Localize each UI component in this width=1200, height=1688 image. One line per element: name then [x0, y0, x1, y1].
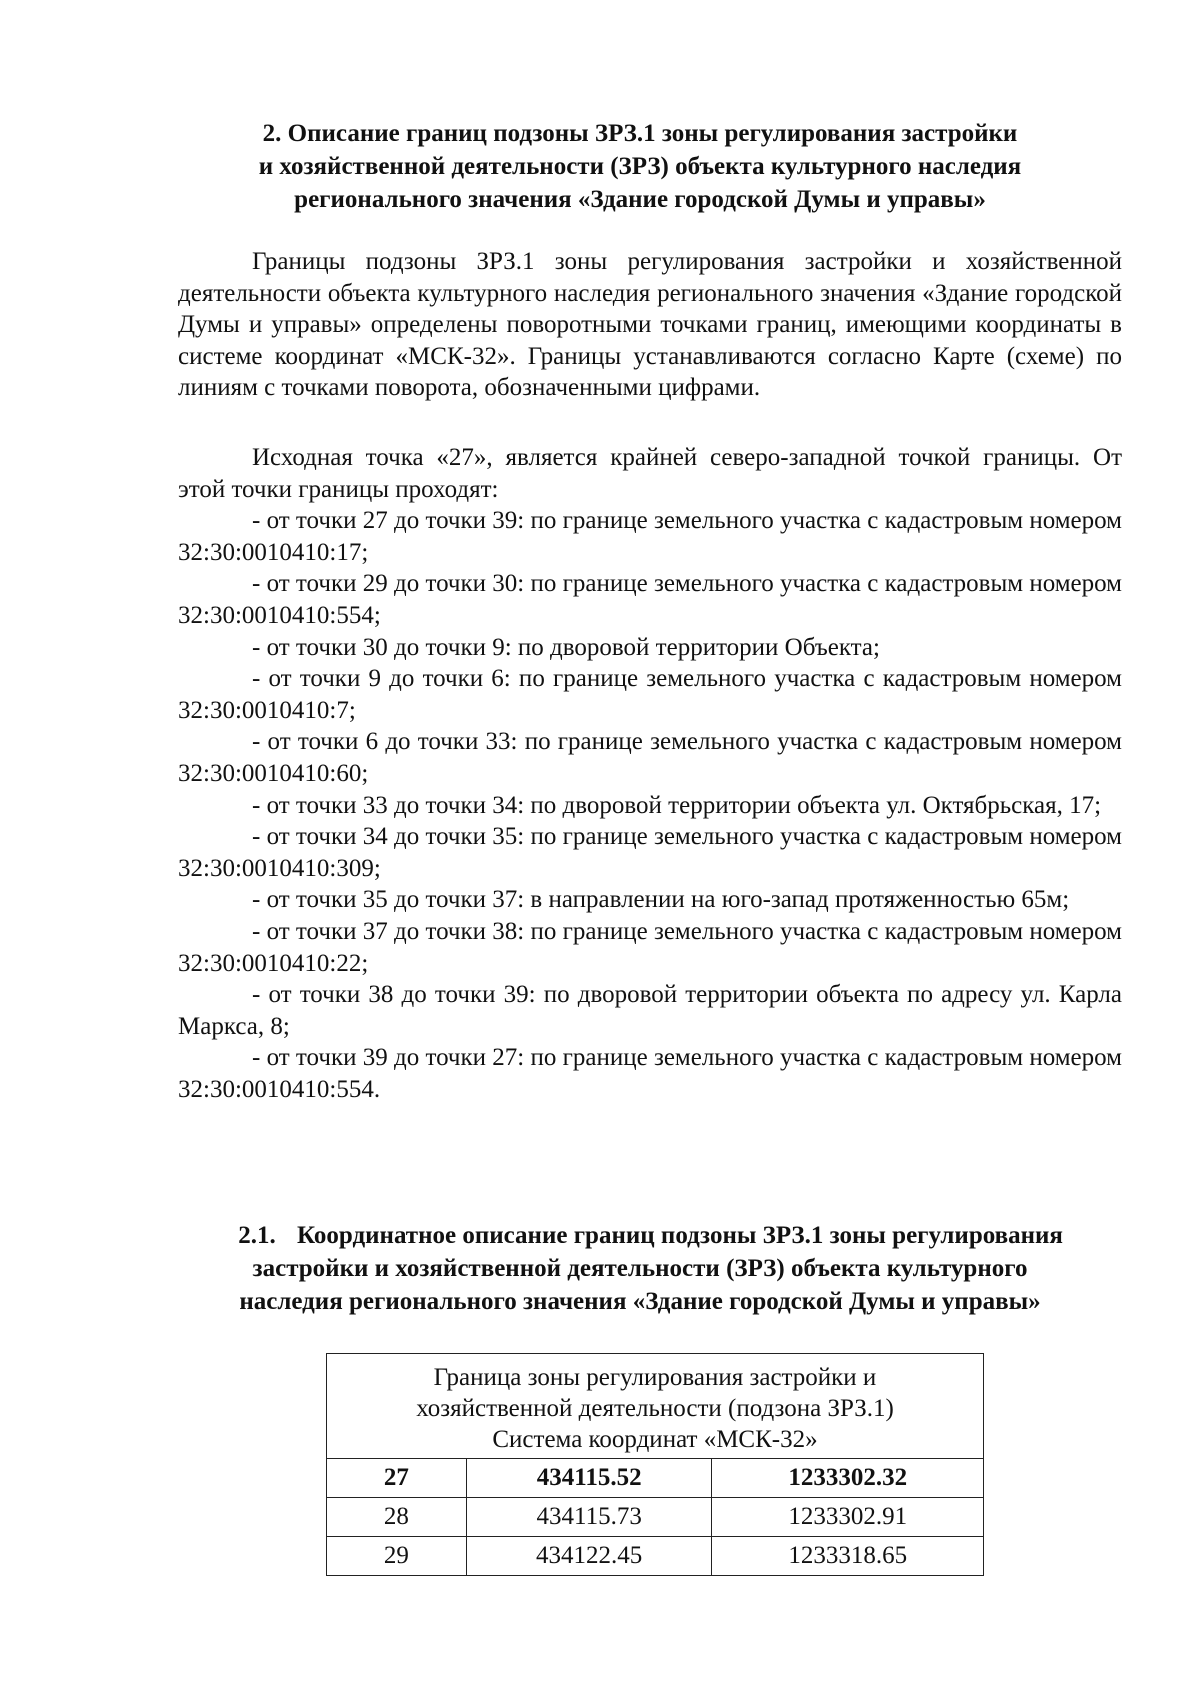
- table-caption-row: [327, 1354, 984, 1459]
- route-segment: - от точки 9 до точки 6: по границе земельного участка с кадастровым номером 32:30:0010410:7;: [178, 665, 1122, 724]
- x-coordinate-cell: 434115.73: [466, 1498, 712, 1537]
- coordinates-table: [326, 1353, 984, 1576]
- subsection-heading-line: [160, 1219, 1120, 1252]
- y-coordinate-cell: 1233302.32: [712, 1459, 984, 1498]
- route-segment: - от точки 30 до точки 9: по дворовой территории Объекта;: [252, 633, 880, 661]
- section-heading: [160, 117, 1120, 216]
- boundary-description-paragraph: Границы подзоны ЗРЗ.1 зоны регулирования застройки и хозяйственной деятельности объекта культурного наследия регионального значения «Здание городской Думы и управы» определены поворотными точками границ, имеющими координаты в системе координат «МСК-32». Границы устанавливаются согласно Карте (схеме) по линиям с точками поворота, обозначенными цифрами.: [178, 248, 1122, 402]
- table-row: [327, 1498, 984, 1537]
- table-row: [327, 1459, 984, 1498]
- route-segment: - от точки 33 до точки 34: по дворовой территории объекта ул. Октябрьская, 17;: [252, 791, 1102, 819]
- section-heading-line: 2. Описание границ подзоны ЗРЗ.1 зоны регулирования застройки: [262, 120, 1018, 147]
- intro-paragraph-block: [178, 246, 1122, 404]
- y-coordinate-cell: 1233302.91: [712, 1498, 984, 1537]
- table-row: [327, 1537, 984, 1576]
- route-segment: - от точки 27 до точки 39: по границе земельного участка с кадастровым номером 32:30:0010410:17;: [178, 507, 1122, 566]
- route-segment: - от точки 37 до точки 38: по границе земельного участка с кадастровым номером 32:30:0010410:22;: [178, 917, 1122, 977]
- route-segment: - от точки 34 до точки 35: по границе земельного участка с кадастровым номером 32:30:0010410:309;: [178, 823, 1122, 882]
- point-number-cell: 28: [327, 1498, 467, 1537]
- table-caption-line: хозяйственной деятельности (подзона ЗРЗ.1): [416, 1395, 894, 1422]
- point-number-cell: 27: [327, 1459, 467, 1498]
- boundary-route-list: [178, 442, 1122, 1105]
- x-coordinate-cell: 434122.45: [466, 1537, 712, 1576]
- x-coordinate-cell: 434115.52: [466, 1459, 712, 1498]
- route-segment: - от точки 39 до точки 27: по границе земельного участка с кадастровым номером 32:30:0010410:554.: [178, 1044, 1122, 1103]
- subsection-number: 2.1.: [238, 1222, 276, 1249]
- section-heading-line: регионального значения «Здание городской Думы и управы»: [294, 186, 986, 213]
- section-heading-line: и хозяйственной деятельности (ЗРЗ) объекта культурного наследия: [258, 153, 1022, 180]
- origin-point-paragraph: Исходная точка «27», является крайней северо-западной точкой границы. От этой точки границы проходят:: [178, 444, 1122, 503]
- table-caption-line: Граница зоны регулирования застройки и: [433, 1364, 877, 1391]
- route-segment: - от точки 6 до точки 33: по границе земельного участка с кадастровым номером 32:30:0010410:60;: [178, 728, 1122, 787]
- route-segment: - от точки 35 до точки 37: в направлении на юго-запад протяженностью 65м;: [252, 886, 1070, 914]
- subsection-heading-line: застройки и хозяйственной деятельности (ЗРЗ) объекта культурного: [252, 1255, 1028, 1282]
- route-segment: - от точки 29 до точки 30: по границе земельного участка с кадастровым номером 32:30:0010410:554;: [178, 570, 1122, 629]
- y-coordinate-cell: 1233318.65: [712, 1537, 984, 1576]
- route-segment: - от точки 38 до точки 39: по дворовой территории объекта по адресу ул. Карла Маркса, 8;: [178, 981, 1122, 1040]
- subsection-heading-line: наследия регионального значения «Здание городской Думы и управы»: [239, 1288, 1041, 1315]
- subsection-heading-text: Координатное описание границ подзоны ЗРЗ.1 зоны регулирования: [297, 1222, 1063, 1249]
- point-number-cell: 29: [327, 1537, 467, 1576]
- table-caption-line: Система координат «МСК-32»: [492, 1426, 818, 1453]
- table-caption: [327, 1354, 984, 1459]
- subsection-heading: [160, 1219, 1120, 1318]
